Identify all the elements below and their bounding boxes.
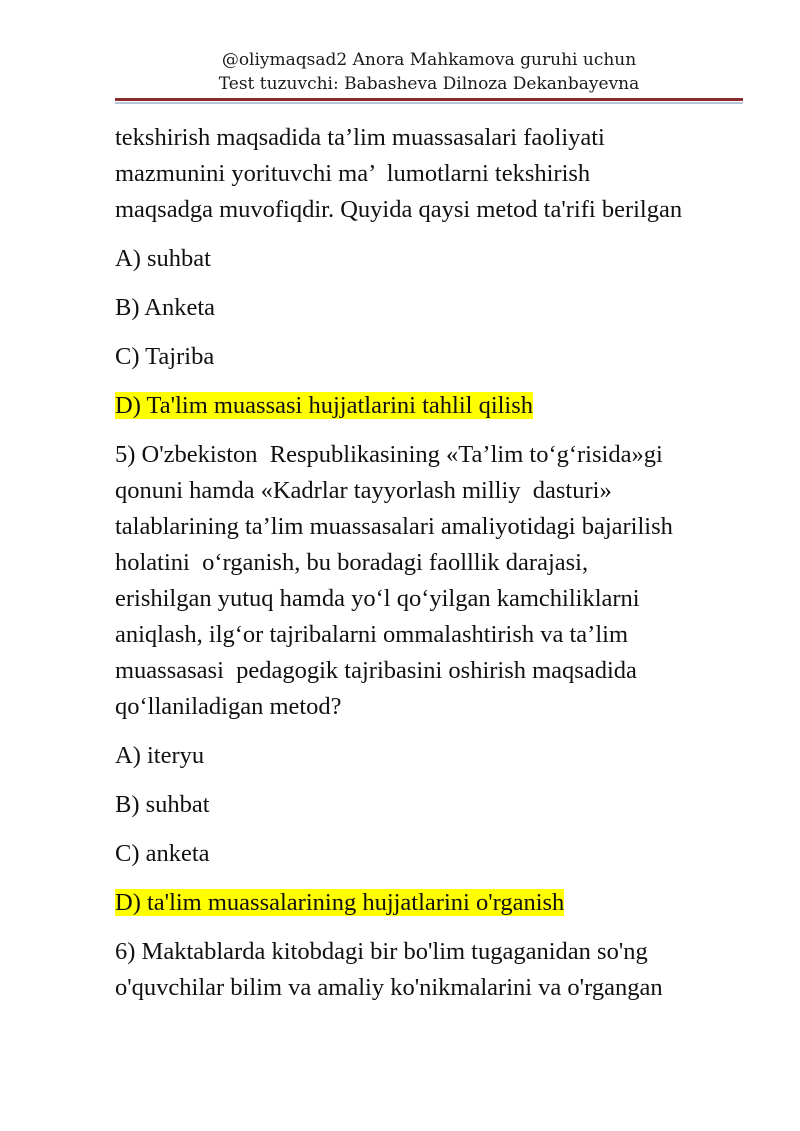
header-divider bbox=[115, 98, 743, 101]
question-4-option-d-correct bbox=[115, 388, 755, 424]
text-line: muassasasi pedagogik tajribasini oshirish maqsadida bbox=[115, 657, 637, 684]
highlighted-answer: D) Ta'lim muassasi hujjatlarini tahlil qilish bbox=[115, 392, 534, 419]
text-line: maqsadga muvofiqdir. Quyida qaysi metod ta'rifi berilgan bbox=[115, 196, 683, 223]
text-line: o'quvchilar bilim va amaliy ko'nikmalarini va o'rgangan bbox=[115, 974, 663, 1001]
text-line: tekshirish maqsadida ta’lim muassasalari faoliyati bbox=[115, 124, 605, 151]
question-5-option-b: B) suhbat bbox=[115, 791, 210, 818]
text-line: 5) O'zbekiston Respublikasining «Ta’lim to‘g‘risida»gi bbox=[115, 441, 663, 468]
text-line: erishilgan yutuq hamda yo‘l qo‘yilgan kamchiliklarni bbox=[115, 585, 640, 612]
header-line-channel: @oliymaqsad2 Anora Mahkamova guruhi uchun bbox=[221, 50, 637, 70]
question-5-option-a: A) iteryu bbox=[115, 742, 205, 769]
question-4-option-c: C) Tajriba bbox=[115, 343, 215, 370]
question-4-option-b: B) Anketa bbox=[115, 294, 216, 321]
text-line: qonuni hamda «Kadrlar tayyorlash milliy dasturi» bbox=[115, 477, 612, 504]
question-5-option-c: C) anketa bbox=[115, 840, 210, 867]
text-line: qo‘llaniladigan metod? bbox=[115, 693, 342, 720]
text-line: talablarining ta’lim muassasalari amaliyotidagi bajarilish bbox=[115, 513, 673, 540]
text-line: 6) Maktablarda kitobdagi bir bo'lim tugaganidan so'ng bbox=[115, 938, 648, 965]
question-5-option-d-correct bbox=[115, 885, 755, 921]
question-6-text bbox=[115, 934, 755, 1006]
page-header bbox=[115, 48, 743, 96]
highlighted-answer: D) ta'lim muassalarining hujjatlarini o'rganish bbox=[115, 889, 565, 916]
text-line: mazmunini yorituvchi ma’ lumotlarni tekshirish bbox=[115, 160, 591, 187]
question-5-text bbox=[115, 437, 755, 725]
question-4-option-a: A) suhbat bbox=[115, 245, 211, 272]
question-4-text bbox=[115, 120, 755, 228]
text-line: aniqlash, ilg‘or tajribalarni ommalashtirish va ta’lim bbox=[115, 621, 629, 648]
header-divider-shadow bbox=[115, 102, 743, 104]
document-body bbox=[115, 120, 755, 1019]
header-line-author: Test tuzuvchi: Babasheva Dilnoza Dekanbayevna bbox=[218, 74, 640, 94]
text-line: holatini o‘rganish, bu boradagi faolllik darajasi, bbox=[115, 549, 589, 576]
